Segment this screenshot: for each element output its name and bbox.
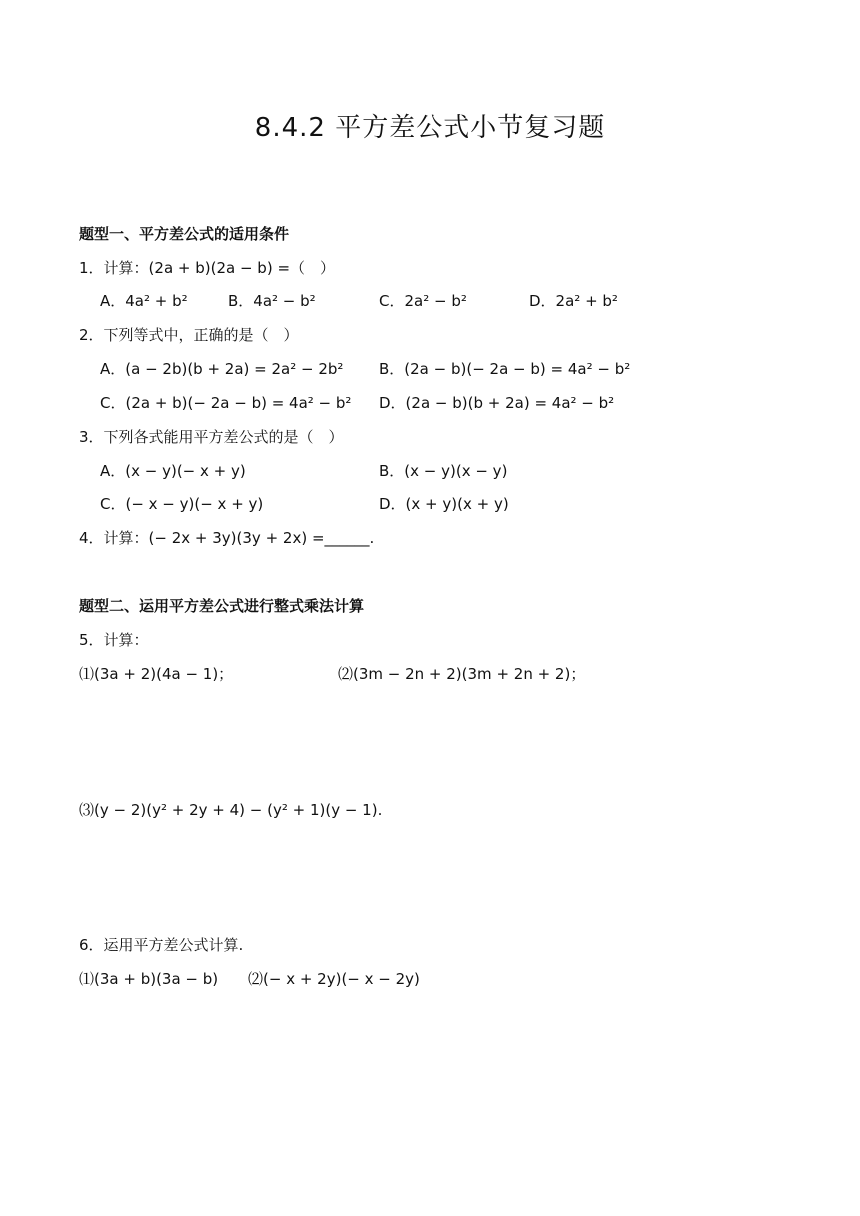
- question-2-option-b: B．(2a − b)(− 2a − b) = 4a² − b²: [379, 360, 631, 378]
- question-1-option-c: C．2a² − b²: [379, 292, 467, 310]
- section-heading-1: 题型一、平方差公式的适用条件: [79, 225, 290, 243]
- question-5-part-1: ⑴(3a + 2)(4a − 1)；: [79, 665, 234, 683]
- question-2-stem: 2．下列等式中，正确的是（ ）: [79, 326, 299, 344]
- question-1-stem: 1．计算：(2a + b)(2a − b) =（ ）: [79, 259, 336, 277]
- question-3-stem: 3．下列各式能用平方差公式的是（ ）: [79, 428, 344, 446]
- section-heading-2: 题型二、运用平方差公式进行整式乘法计算: [79, 597, 365, 615]
- question-1-option-d: D．2a² + b²: [529, 292, 618, 310]
- question-5-part-2: ⑵(3m − 2n + 2)(3m + 2n + 2)；: [338, 665, 586, 683]
- question-3-option-d: D．(x + y)(x + y): [379, 495, 509, 513]
- question-6-part-2: ⑵(− x + 2y)(− x − 2y): [248, 970, 420, 988]
- question-3-option-c: C．(− x − y)(− x + y): [100, 495, 264, 513]
- question-5-part-3: ⑶(y − 2)(y² + 2y + 4) − (y² + 1)(y − 1).: [79, 801, 383, 819]
- question-6-stem: 6．运用平方差公式计算.: [79, 936, 244, 954]
- question-1-option-a: A．4a² + b²: [100, 292, 188, 310]
- question-6-part-1: ⑴(3a + b)(3a − b): [79, 970, 219, 988]
- question-2-option-c: C．(2a + b)(− 2a − b) = 4a² − b²: [100, 394, 352, 412]
- question-2-option-a: A．(a − 2b)(b + 2a) = 2a² − 2b²: [100, 360, 344, 378]
- question-3-option-b: B．(x − y)(x − y): [379, 462, 508, 480]
- question-1-option-b: B．4a² − b²: [228, 292, 316, 310]
- question-3-option-a: A．(x − y)(− x + y): [100, 462, 246, 480]
- question-2-option-d: D．(2a − b)(b + 2a) = 4a² − b²: [379, 394, 615, 412]
- page-title: 8.4.2 平方差公式小节复习题: [254, 113, 606, 143]
- question-5-stem: 5．计算：: [79, 631, 149, 649]
- question-4-stem: 4．计算：(− 2x + 3y)(3y + 2x) =______.: [79, 529, 375, 547]
